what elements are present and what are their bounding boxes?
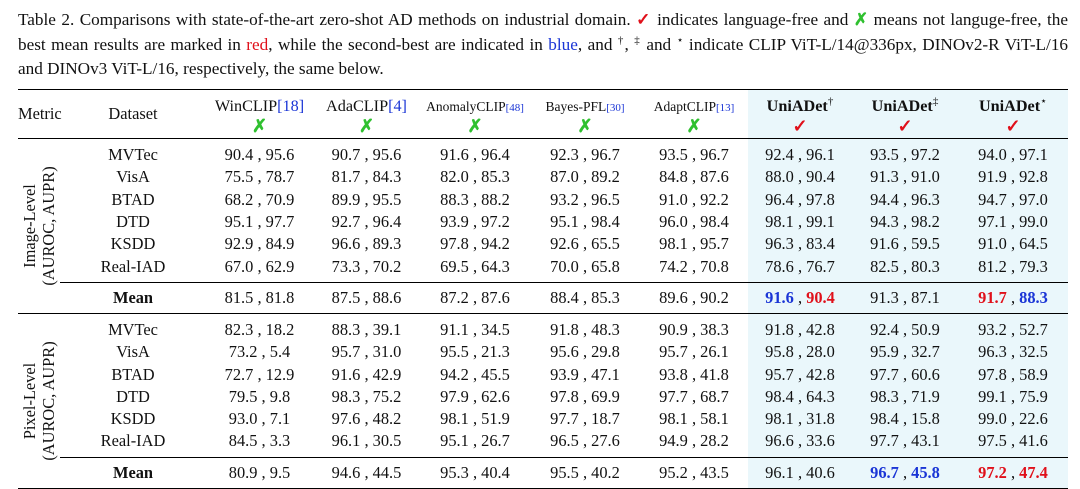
value-cell: 97.7 , 60.6 (852, 363, 958, 385)
value-cell: 95.9 , 32.7 (852, 341, 958, 363)
mean-value-part: 89.6 , 90.2 (659, 287, 729, 307)
value-cell: 79.5 , 9.8 (228, 386, 291, 406)
value-cell: 91.0 , 92.2 (659, 189, 729, 209)
mean-value-part: 94.6 , 44.5 (331, 462, 402, 482)
value-cell: 95.7 , 42.8 (748, 363, 852, 385)
dataset-cell: MVTec (108, 145, 158, 165)
mean-value-part: 96.1 , 40.6 (765, 462, 835, 482)
table-row (18, 341, 1068, 363)
table-caption (18, 8, 1068, 82)
mean-value-part: 45.8 (911, 462, 940, 482)
method-name (767, 97, 834, 115)
cross-icon: ✗ (251, 116, 268, 136)
value-cell: 92.4 , 96.1 (748, 139, 852, 167)
value-cell: 87.0 , 89.2 (550, 167, 620, 187)
value-cell: 98.1 , 51.9 (440, 409, 510, 429)
section-label (18, 313, 60, 488)
value-cell: 92.3 , 96.7 (550, 145, 620, 165)
method-name-text: AdaCLIP (326, 97, 389, 115)
header-method-name (748, 90, 852, 117)
mean-value-part: , (1006, 287, 1020, 307)
dataset-cell: KSDD (110, 409, 156, 429)
method-name (326, 97, 407, 115)
method-name (654, 99, 735, 114)
value-cell: 95.6 , 29.8 (550, 342, 620, 362)
star-symbol: ⋆ (676, 33, 684, 46)
value-cell: 92.7 , 96.4 (331, 212, 402, 232)
value-cell: 96.4 , 97.8 (748, 189, 852, 211)
value-cell: 74.2 , 70.8 (659, 256, 729, 276)
caption-text: means not languge-free, the best mean results are marked in (18, 10, 1068, 54)
value-cell: 95.7 , 26.1 (659, 342, 729, 362)
method-backbone-symbol: ⋆ (1040, 95, 1048, 108)
section-label-line: Image-Level (20, 184, 39, 268)
caption-text: , and (577, 34, 618, 54)
dataset-cell: BTAD (111, 364, 155, 384)
value-cell: 91.8 , 42.8 (748, 313, 852, 341)
value-cell: 96.6 , 33.6 (748, 430, 852, 457)
method-citation: [4] (388, 97, 407, 115)
check-icon: ✓ (897, 116, 913, 136)
section-label-line: (AUROC, AUPR) (39, 166, 58, 286)
value-cell: 90.4 , 95.6 (224, 145, 295, 165)
header-method-name (640, 90, 748, 117)
method-name (426, 99, 524, 114)
method-name (545, 99, 624, 114)
value-cell: 99.0 , 22.6 (958, 408, 1068, 430)
header-mark-cell (852, 116, 958, 139)
mean-value-cell (958, 457, 1068, 488)
mean-value-cell (313, 282, 420, 313)
caption-text: , while the second-best are indicated in (268, 34, 549, 54)
header-row (18, 90, 1068, 117)
value-cell: 97.5 , 41.6 (958, 430, 1068, 457)
value-cell: 93.9 , 97.2 (440, 212, 510, 232)
method-name-text: AdaptCLIP (653, 99, 716, 114)
mean-value-cell (530, 282, 640, 313)
value-cell: 96.1 , 30.5 (331, 431, 402, 451)
mean-value-part: 80.9 , 9.5 (228, 462, 291, 482)
value-cell: 81.7 , 84.3 (331, 167, 402, 187)
caption-text: and (640, 34, 677, 54)
table-row (18, 211, 1068, 233)
check-icon: ✓ (792, 116, 808, 136)
mean-value-cell (530, 457, 640, 488)
value-cell: 88.3 , 39.1 (331, 319, 402, 339)
table-row (18, 386, 1068, 408)
section-label-line: Pixel-Level (20, 362, 39, 439)
section-label-line: (AUROC, AUPR) (39, 341, 58, 461)
value-cell: 93.5 , 97.2 (852, 139, 958, 167)
table-row (18, 430, 1068, 457)
mean-value-cell (640, 282, 748, 313)
mean-value-part: 95.3 , 40.4 (440, 462, 510, 482)
header-method-name (958, 90, 1068, 117)
value-cell: 84.8 , 87.6 (659, 167, 729, 187)
value-cell: 67.0 , 62.9 (224, 256, 295, 276)
value-cell: 69.5 , 64.3 (440, 256, 510, 276)
value-cell: 90.9 , 38.3 (659, 319, 729, 339)
value-cell: 95.1 , 98.4 (550, 212, 620, 232)
value-cell: 97.8 , 94.2 (440, 234, 510, 254)
mean-label: Mean (60, 457, 206, 488)
value-cell: 95.1 , 97.7 (224, 212, 295, 232)
mean-value-part: 95.5 , 40.2 (550, 462, 620, 482)
mean-value-cell (640, 457, 748, 488)
value-cell: 72.7 , 12.9 (224, 364, 295, 384)
value-cell: 96.5 , 27.6 (550, 431, 620, 451)
mean-label: Mean (60, 282, 206, 313)
value-cell: 90.7 , 95.6 (331, 145, 402, 165)
value-cell: 98.1 , 95.7 (659, 234, 729, 254)
cross-icon: ✗ (686, 116, 702, 136)
header-mark-cell (206, 116, 313, 139)
header-method-name (420, 90, 530, 117)
method-name-text: UniADet (871, 97, 933, 115)
caption-text: indicate CLIP ViT-L/14@336px, DINOv2-R ViT-L/16 and DINOv3 ViT-L/16, respectively, the same below. (18, 34, 1069, 78)
mean-value-cell (313, 457, 420, 488)
method-citation: [30] (606, 102, 625, 114)
table-row (18, 408, 1068, 430)
value-cell: 94.7 , 97.0 (958, 189, 1068, 211)
value-cell: 92.9 , 84.9 (224, 234, 295, 254)
mean-value-part: 91.7 (978, 287, 1007, 307)
value-cell: 73.3 , 70.2 (331, 256, 402, 276)
mean-value-part: , (1006, 462, 1020, 482)
mean-value-part: 90.4 (806, 287, 835, 307)
value-cell: 70.0 , 65.8 (550, 256, 620, 276)
value-cell: 95.1 , 26.7 (440, 431, 510, 451)
value-cell: 93.2 , 96.5 (550, 189, 620, 209)
value-cell: 93.8 , 41.8 (659, 364, 729, 384)
value-cell: 91.1 , 34.5 (440, 319, 510, 339)
header-mark-cell (313, 116, 420, 139)
header-method-name (313, 90, 420, 117)
dataset-cell: DTD (116, 212, 150, 232)
value-cell: 94.0 , 97.1 (958, 139, 1068, 167)
value-cell: 97.7 , 68.7 (659, 386, 729, 406)
table-row (18, 139, 1068, 167)
header-mark-cell (420, 116, 530, 139)
value-cell: 91.6 , 96.4 (440, 145, 510, 165)
dataset-cell: KSDD (110, 234, 156, 254)
mean-row (18, 282, 1068, 313)
mean-value-cell (958, 282, 1068, 313)
value-cell: 97.1 , 99.0 (958, 211, 1068, 233)
method-citation: [48] (505, 102, 524, 114)
value-cell: 98.1 , 31.8 (748, 408, 852, 430)
mean-value-cell (852, 457, 958, 488)
method-name (979, 97, 1047, 115)
mean-value-part: 88.3 (1019, 287, 1048, 307)
check-icon: ✓ (1005, 116, 1021, 136)
dataset-cell: VisA (116, 167, 150, 187)
value-cell: 97.7 , 18.7 (550, 409, 620, 429)
table-row (18, 363, 1068, 385)
caption-text: indicates language-free and (651, 10, 854, 29)
value-cell: 93.0 , 7.1 (228, 409, 291, 429)
value-cell: 91.0 , 64.5 (958, 233, 1068, 255)
mean-value-cell (420, 457, 530, 488)
value-cell: 68.2 , 70.9 (224, 189, 295, 209)
mean-value-part: 88.4 , 85.3 (550, 287, 620, 307)
mean-value-part: 97.2 (978, 462, 1007, 482)
value-cell: 95.8 , 28.0 (748, 341, 852, 363)
value-cell: 98.3 , 75.2 (331, 386, 402, 406)
mean-value-cell (420, 282, 530, 313)
dataset-cell: VisA (116, 342, 150, 362)
value-cell: 93.5 , 96.7 (659, 145, 729, 165)
value-cell: 99.1 , 75.9 (958, 386, 1068, 408)
value-cell: 91.6 , 59.5 (852, 233, 958, 255)
value-cell: 91.8 , 48.3 (550, 319, 620, 339)
cross-icon: ✗ (358, 116, 375, 136)
header-mark-cell (748, 116, 852, 139)
mean-value-part: 47.4 (1019, 462, 1048, 482)
method-name-text: UniADet (978, 97, 1041, 115)
mean-value-cell (852, 282, 958, 313)
value-cell: 78.6 , 76.7 (748, 255, 852, 282)
value-cell: 97.8 , 69.9 (550, 386, 620, 406)
method-name-text: UniADet (766, 97, 828, 115)
value-cell: 97.7 , 43.1 (852, 430, 958, 457)
header-method-name (852, 90, 958, 117)
value-cell: 91.9 , 92.8 (958, 166, 1068, 188)
method-citation: [18] (277, 97, 305, 115)
dataset-cell: Real-IAD (100, 431, 166, 451)
value-cell: 93.2 , 52.7 (958, 313, 1068, 341)
mean-value-cell (206, 282, 313, 313)
value-cell: 89.9 , 95.5 (331, 189, 402, 209)
mean-row (18, 457, 1068, 488)
value-cell: 98.1 , 58.1 (659, 409, 729, 429)
value-cell: 97.8 , 58.9 (958, 363, 1068, 385)
table-row (18, 255, 1068, 282)
value-cell: 82.0 , 85.3 (440, 167, 510, 187)
value-cell: 98.3 , 71.9 (852, 386, 958, 408)
method-backbone-symbol: † (827, 95, 834, 108)
value-cell: 84.5 , 3.3 (228, 431, 291, 451)
value-cell: 81.2 , 79.3 (958, 255, 1068, 282)
method-name-text: AnomalyCLIP (426, 99, 506, 114)
value-cell: 88.3 , 88.2 (440, 189, 510, 209)
value-cell: 96.0 , 98.4 (659, 212, 729, 232)
value-cell: 92.4 , 50.9 (852, 313, 958, 341)
value-cell: 95.7 , 31.0 (331, 342, 402, 362)
value-cell: 96.3 , 32.5 (958, 341, 1068, 363)
value-cell: 73.2 , 5.4 (228, 342, 291, 362)
dataset-cell: Real-IAD (100, 256, 166, 276)
header-method-name (206, 90, 313, 117)
double-dagger-symbol: ‡ (634, 33, 641, 46)
value-cell: 82.5 , 80.3 (852, 255, 958, 282)
method-name-text: Bayes-PFL (545, 99, 607, 114)
mean-value-part: 96.7 (870, 462, 899, 482)
value-cell: 96.6 , 89.3 (331, 234, 402, 254)
table-row (18, 233, 1068, 255)
mean-value-part: 95.2 , 43.5 (659, 462, 729, 482)
mean-value-part: 87.5 , 88.6 (331, 287, 402, 307)
mean-value-cell (206, 457, 313, 488)
caption-blue-word: blue (548, 34, 578, 54)
section-label (18, 139, 60, 314)
value-cell: 91.6 , 42.9 (331, 364, 402, 384)
value-cell: 97.6 , 48.2 (331, 409, 402, 429)
mean-value-part: , (898, 462, 912, 482)
table-row (18, 189, 1068, 211)
caption-red-word: red (246, 34, 269, 54)
header-mark-cell (958, 116, 1068, 139)
value-cell: 75.5 , 78.7 (224, 167, 295, 187)
mean-value-part: 87.2 , 87.6 (440, 287, 510, 307)
header-mark-cell (530, 116, 640, 139)
header-dataset: Dataset (60, 90, 206, 139)
value-cell: 94.9 , 28.2 (659, 431, 729, 451)
dataset-cell: MVTec (108, 319, 158, 339)
method-citation: [13] (715, 102, 735, 114)
header-metric: Metric (18, 90, 60, 139)
mean-value-part: , (793, 287, 807, 307)
value-cell: 98.4 , 64.3 (748, 386, 852, 408)
dataset-cell: BTAD (111, 189, 155, 209)
value-cell: 98.1 , 99.1 (748, 211, 852, 233)
value-cell: 91.3 , 91.0 (852, 166, 958, 188)
value-cell: 94.2 , 45.5 (440, 364, 510, 384)
header-method-name (530, 90, 640, 117)
section-label-text (20, 341, 58, 460)
value-cell: 98.4 , 15.8 (852, 408, 958, 430)
header-mark-cell (640, 116, 748, 139)
table-row (18, 313, 1068, 341)
cross-icon: ✗ (577, 116, 593, 136)
method-name (872, 97, 939, 115)
dataset-cell: DTD (116, 386, 150, 406)
value-cell: 97.9 , 62.6 (440, 386, 510, 406)
caption-text: Table 2. Comparisons with state-of-the-art zero-shot AD methods on industrial domain. (18, 10, 637, 29)
cross-icon: ✗ (467, 116, 483, 136)
value-cell: 94.4 , 96.3 (852, 189, 958, 211)
table-row (18, 166, 1068, 188)
mean-value-cell (748, 457, 852, 488)
check-icon: ✓ (636, 10, 652, 29)
value-cell: 96.3 , 83.4 (748, 233, 852, 255)
results-table (18, 89, 1068, 489)
value-cell: 82.3 , 18.2 (224, 319, 295, 339)
method-name-text: WinCLIP (214, 97, 278, 115)
method-backbone-symbol: ‡ (932, 95, 939, 108)
mean-value-part: 81.5 , 81.8 (224, 287, 295, 307)
value-cell: 92.6 , 65.5 (550, 234, 620, 254)
dagger-symbol: † (617, 33, 625, 46)
method-name (215, 97, 304, 115)
section-label-text (20, 166, 58, 285)
value-cell: 93.9 , 47.1 (550, 364, 620, 384)
mean-value-cell (748, 282, 852, 313)
value-cell: 94.3 , 98.2 (852, 211, 958, 233)
cross-icon: ✗ (853, 10, 869, 29)
mean-value-part: 91.6 (765, 287, 794, 307)
mean-value-part: 91.3 , 87.1 (870, 287, 940, 307)
caption-text: , (624, 34, 635, 54)
value-cell: 95.5 , 21.3 (440, 342, 510, 362)
value-cell: 88.0 , 90.4 (748, 166, 852, 188)
